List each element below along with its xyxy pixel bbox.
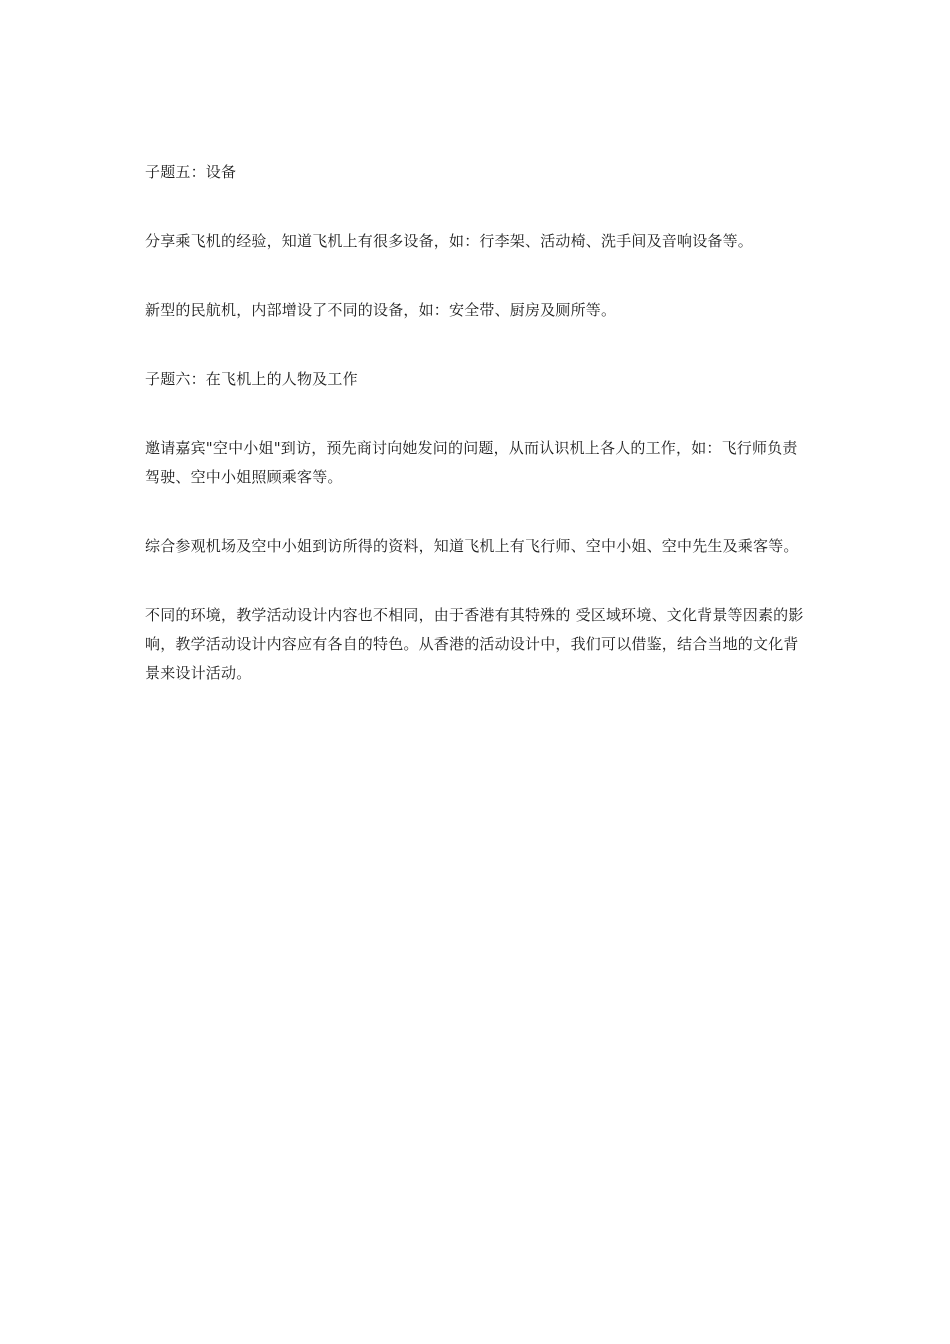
- paragraph-equipment-experience: 分享乘飞机的经验，知道飞机上有很多设备，如：行李架、活动椅、洗手间及音响设备等。: [145, 232, 754, 250]
- paragraph-new-airliner: 新型的民航机，内部增设了不同的设备，如：安全带、厨房及厕所等。: [145, 301, 617, 319]
- paragraph-gap: [145, 256, 810, 296]
- paragraph-gap: [145, 492, 810, 532]
- paragraph-guest-visit: 邀请嘉宾"空中小姐"到访，预先商讨向她发问的问题，从而认识机上各人的工作，如：飞行师负责驾驶、空中小姐照顾乘客等。: [145, 439, 798, 486]
- paragraph-summary: 综合参观机场及空中小姐到访所得的资料，知道飞机上有飞行师、空中小姐、空中先生及乘客等。: [145, 537, 799, 555]
- paragraph-gap: [145, 561, 810, 601]
- subtopic-6-heading: 子题六：在飞机上的人物及工作: [145, 370, 358, 388]
- paragraph-gap: [145, 187, 810, 227]
- paragraph-gap: [145, 394, 810, 434]
- paragraph-conclusion: 不同的环境，教学活动设计内容也不相同，由于香港有其特殊的 受区域环境、文化背景等因素的影响，教学活动设计内容应有各自的特色。从香港的活动设计中，我们可以借鉴，结合当地的文化背景来设计活动。: [145, 606, 804, 682]
- paragraph-gap: [145, 325, 810, 365]
- document-body: [145, 158, 810, 688]
- subtopic-5-heading: 子题五：设备: [145, 163, 237, 181]
